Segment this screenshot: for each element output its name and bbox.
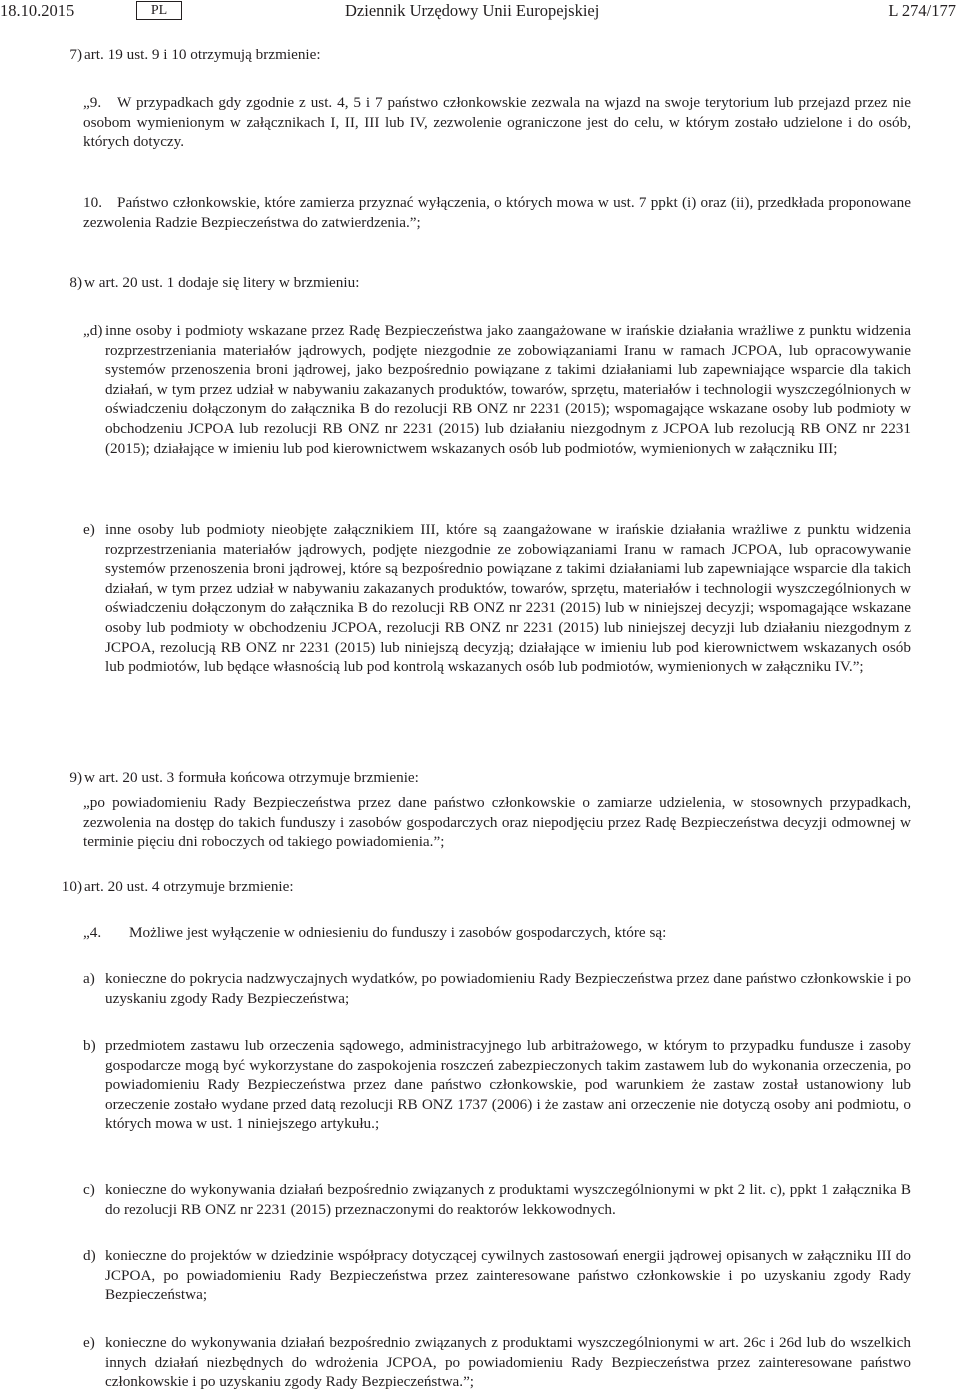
paragraph-10 bbox=[83, 193, 911, 233]
item-number: 10) bbox=[61, 878, 82, 895]
sub-item-e-funds bbox=[83, 1333, 911, 1393]
item-number: 9) bbox=[69, 769, 82, 786]
sub-item-label: c) bbox=[83, 1181, 95, 1198]
sub-item-c bbox=[83, 1180, 911, 1220]
sub-item-text: konieczne do projektów w dziedzinie współpracy dotyczącej cywilnych zastosowań energii jądrowej opisanych w załączniku III do JCPOA, po powiadomieniu Rady Bezpieczeństwa przez zainteresowane państwo członkowskie i po uzyskaniu zgody Rady Bezpieczeństwa; bbox=[105, 1247, 911, 1304]
item-text: art. 19 ust. 9 i 10 otrzymują brzmienie: bbox=[84, 46, 321, 63]
item-number: 7) bbox=[69, 46, 82, 63]
item-text: w art. 20 ust. 3 formuła końcowa otrzymuje brzmienie: bbox=[84, 769, 419, 786]
quoted-formula bbox=[83, 793, 911, 853]
paragraph-text: Państwo członkowskie, które zamierza przyznać wyłączenia, o których mowa w ust. 7 ppkt (i) oraz (ii), przedkłada proponowane zezwolenia Radzie Bezpieczeństwa do zatwierdzenia.”; bbox=[83, 194, 911, 231]
sub-item-text: konieczne do pokrycia nadzwyczajnych wydatków, po powiadomieniu Rady Bezpieczeństwa przez dane państwo członkowskie i po uzyskaniu zgody Rady Bezpieczeństwa; bbox=[105, 970, 911, 1007]
paragraph-number: „9. bbox=[83, 94, 102, 111]
paragraph-number: „4. bbox=[83, 924, 102, 941]
sub-item-label: e) bbox=[83, 521, 95, 538]
sub-item-a bbox=[83, 969, 911, 1009]
sub-item-label: b) bbox=[83, 1037, 96, 1054]
paragraph-number: 10. bbox=[83, 194, 102, 211]
sub-item-e bbox=[83, 520, 911, 720]
list-item-7 bbox=[50, 45, 912, 65]
sub-item-text: konieczne do wykonywania działań bezpośrednio związanych z produktami wyszczególnionymi w art. 26c i 26d lub do wszelkich innych działań niezbędnych do wdrożenia JCPOA, po powiadomieniu Rady Bezpieczeństwa przez zainteresowane państwo członkowskie i po uzyskaniu zgody Rady Bezpieczeństwa.”; bbox=[105, 1334, 911, 1391]
sub-item-d bbox=[83, 321, 911, 501]
sub-item-d-funds bbox=[83, 1246, 911, 1306]
quoted-formula-text: „po powiadomieniu Rady Bezpieczeństwa przez dane państwo członkowskie o zamiarze udzielenia, w stosownych przypadkach, zezwolenia na dostęp do takich funduszy i zasobów gospodarczych oraz niepodjęciu przez Radę Bezpieczeństwa decyzji odmownej w terminie pięciu dni roboczych od takiego powiadomienia.”; bbox=[83, 794, 911, 851]
sub-item-label: a) bbox=[83, 970, 95, 987]
list-item-9 bbox=[50, 768, 912, 788]
paragraph-text: W przypadkach gdy zgodnie z ust. 4, 5 i 7 państwo członkowskie zezwala na wjazd na swoje terytorium lub przejazd przez nie osobom wymienionym w załącznikach I, II, III lub IV, zezwolenie ograniczone jest do celu, w którym zostało udzielone i do osób, których dotyczy. bbox=[83, 94, 911, 151]
item-text: w art. 20 ust. 1 dodaje się litery w brzmieniu: bbox=[84, 274, 360, 291]
paragraph-4 bbox=[83, 923, 911, 943]
sub-item-label: „d) bbox=[83, 322, 103, 339]
sub-item-text: konieczne do wykonywania działań bezpośrednio związanych z produktami wyszczególnionymi w pkt 2 lit. c), ppkt 1 załącznika B do rezolucji RB ONZ nr 2231 (2015) przeznaczonymi do reaktorów lekkowodnych. bbox=[105, 1181, 911, 1218]
journal-title: Dziennik Urzędowy Unii Europejskiej bbox=[345, 1, 600, 20]
item-number: 8) bbox=[69, 274, 82, 291]
paragraph-text: Możliwe jest wyłączenie w odniesieniu do funduszy i zasobów gospodarczych, które są: bbox=[129, 924, 667, 941]
sub-item-b bbox=[83, 1036, 911, 1156]
page-number: L 274/177 bbox=[888, 1, 956, 20]
sub-item-label: d) bbox=[83, 1247, 96, 1264]
sub-item-text: inne osoby lub podmioty nieobjęte załącznikiem III, które są zaangażowane w irańskie działania wrażliwe z punktu widzenia rozprzestrzeniania materiałów jądrowych, podjęte niezgodnie ze zobowiązaniami Iranu w ramach JCPOA, lub opracowywanie systemów przenoszenia broni jądrowej, które są bezpośrednio powiązane z takimi działaniami lub zapewniające wsparcie dla takich działań, w tym przez udział w nabywaniu zakazanych produktów, towarów, sprzętu, materiałów i technologii wyszczególnionych w oświadczeniu dołączonym do załącznika B do rezolucji RB ONZ nr 2231 (2015) lub w niniejszej decyzji; wspomagające wskazane osoby lub podmioty w obchodzeniu JCPOA, rezolucji RB ONZ nr 2231 (2015) lub niniejszej decyzji lub działaniu niezgodnym z JCPOA, rezolucją RB ONZ nr 2231 (2015) lub niniejszą decyzją; działające w imieniu lub pod kierownictwem wskazanych osób lub podmiotów, lub będące własnością lub pod kontrolą wskazanych osób lub podmiotów, wymienionych w załączniku IV.”; bbox=[105, 521, 911, 676]
paragraph-9 bbox=[83, 93, 911, 153]
list-item-10 bbox=[50, 877, 912, 897]
language-badge: PL bbox=[136, 1, 182, 20]
sub-item-text: przedmiotem zastawu lub orzeczenia sądowego, administracyjnego lub arbitrażowego, w którym to przypadku fundusze i zasoby gospodarcze mogą być wykorzystane do zaspokojenia roszczeń zabezpieczonych takim zastawem lub do wykonania orzeczenia, po powiadomieniu Rady Bezpieczeństwa przez dane państwo członkowskie, pod warunkiem że zastaw został ustanowiony lub orzeczenie zostało wydane przed datą rezolucji RB ONZ 1737 (2006) i że zastaw ani orzeczenie nie dotyczą osoby ani podmiotu, o których mowa w ust. 1 niniejszego artykułu.; bbox=[105, 1037, 911, 1133]
sub-item-label: e) bbox=[83, 1334, 95, 1351]
page-header bbox=[0, 0, 960, 30]
sub-item-text: inne osoby i podmioty wskazane przez Radę Bezpieczeństwa jako zaangażowane w irańskie działania wrażliwe z punktu widzenia rozprzestrzeniania materiałów jądrowych, podjęte niezgodnie ze zobowiązaniami Iranu w ramach JCPOA, lub opracowywanie systemów przenoszenia broni jądrowej, jako bezpośrednio powiązane z takimi działaniami lub zapewniające wsparcie dla takich działań, w tym przez udział w nabywaniu zakazanych produktów, towarów, sprzętu, materiałów i technologii wyszczególnionych w oświadczeniu dołączonym do załącznika B do rezolucji RB ONZ nr 2231 (2015); wspomagające wskazane osoby lub podmioty w obchodzeniu JCPOA lub rezolucji RB ONZ nr 2231 (2015) lub działaniu niezgodnym z JCPOA lub rezolucją RB ONZ nr 2231 (2015); działające w imieniu lub pod kierownictwem wskazanych osób lub podmiotów, wymienionych w załączniku III; bbox=[105, 322, 911, 457]
item-text: art. 20 ust. 4 otrzymuje brzmienie: bbox=[84, 878, 294, 895]
list-item-8 bbox=[50, 273, 912, 293]
publication-date: 18.10.2015 bbox=[0, 1, 75, 20]
